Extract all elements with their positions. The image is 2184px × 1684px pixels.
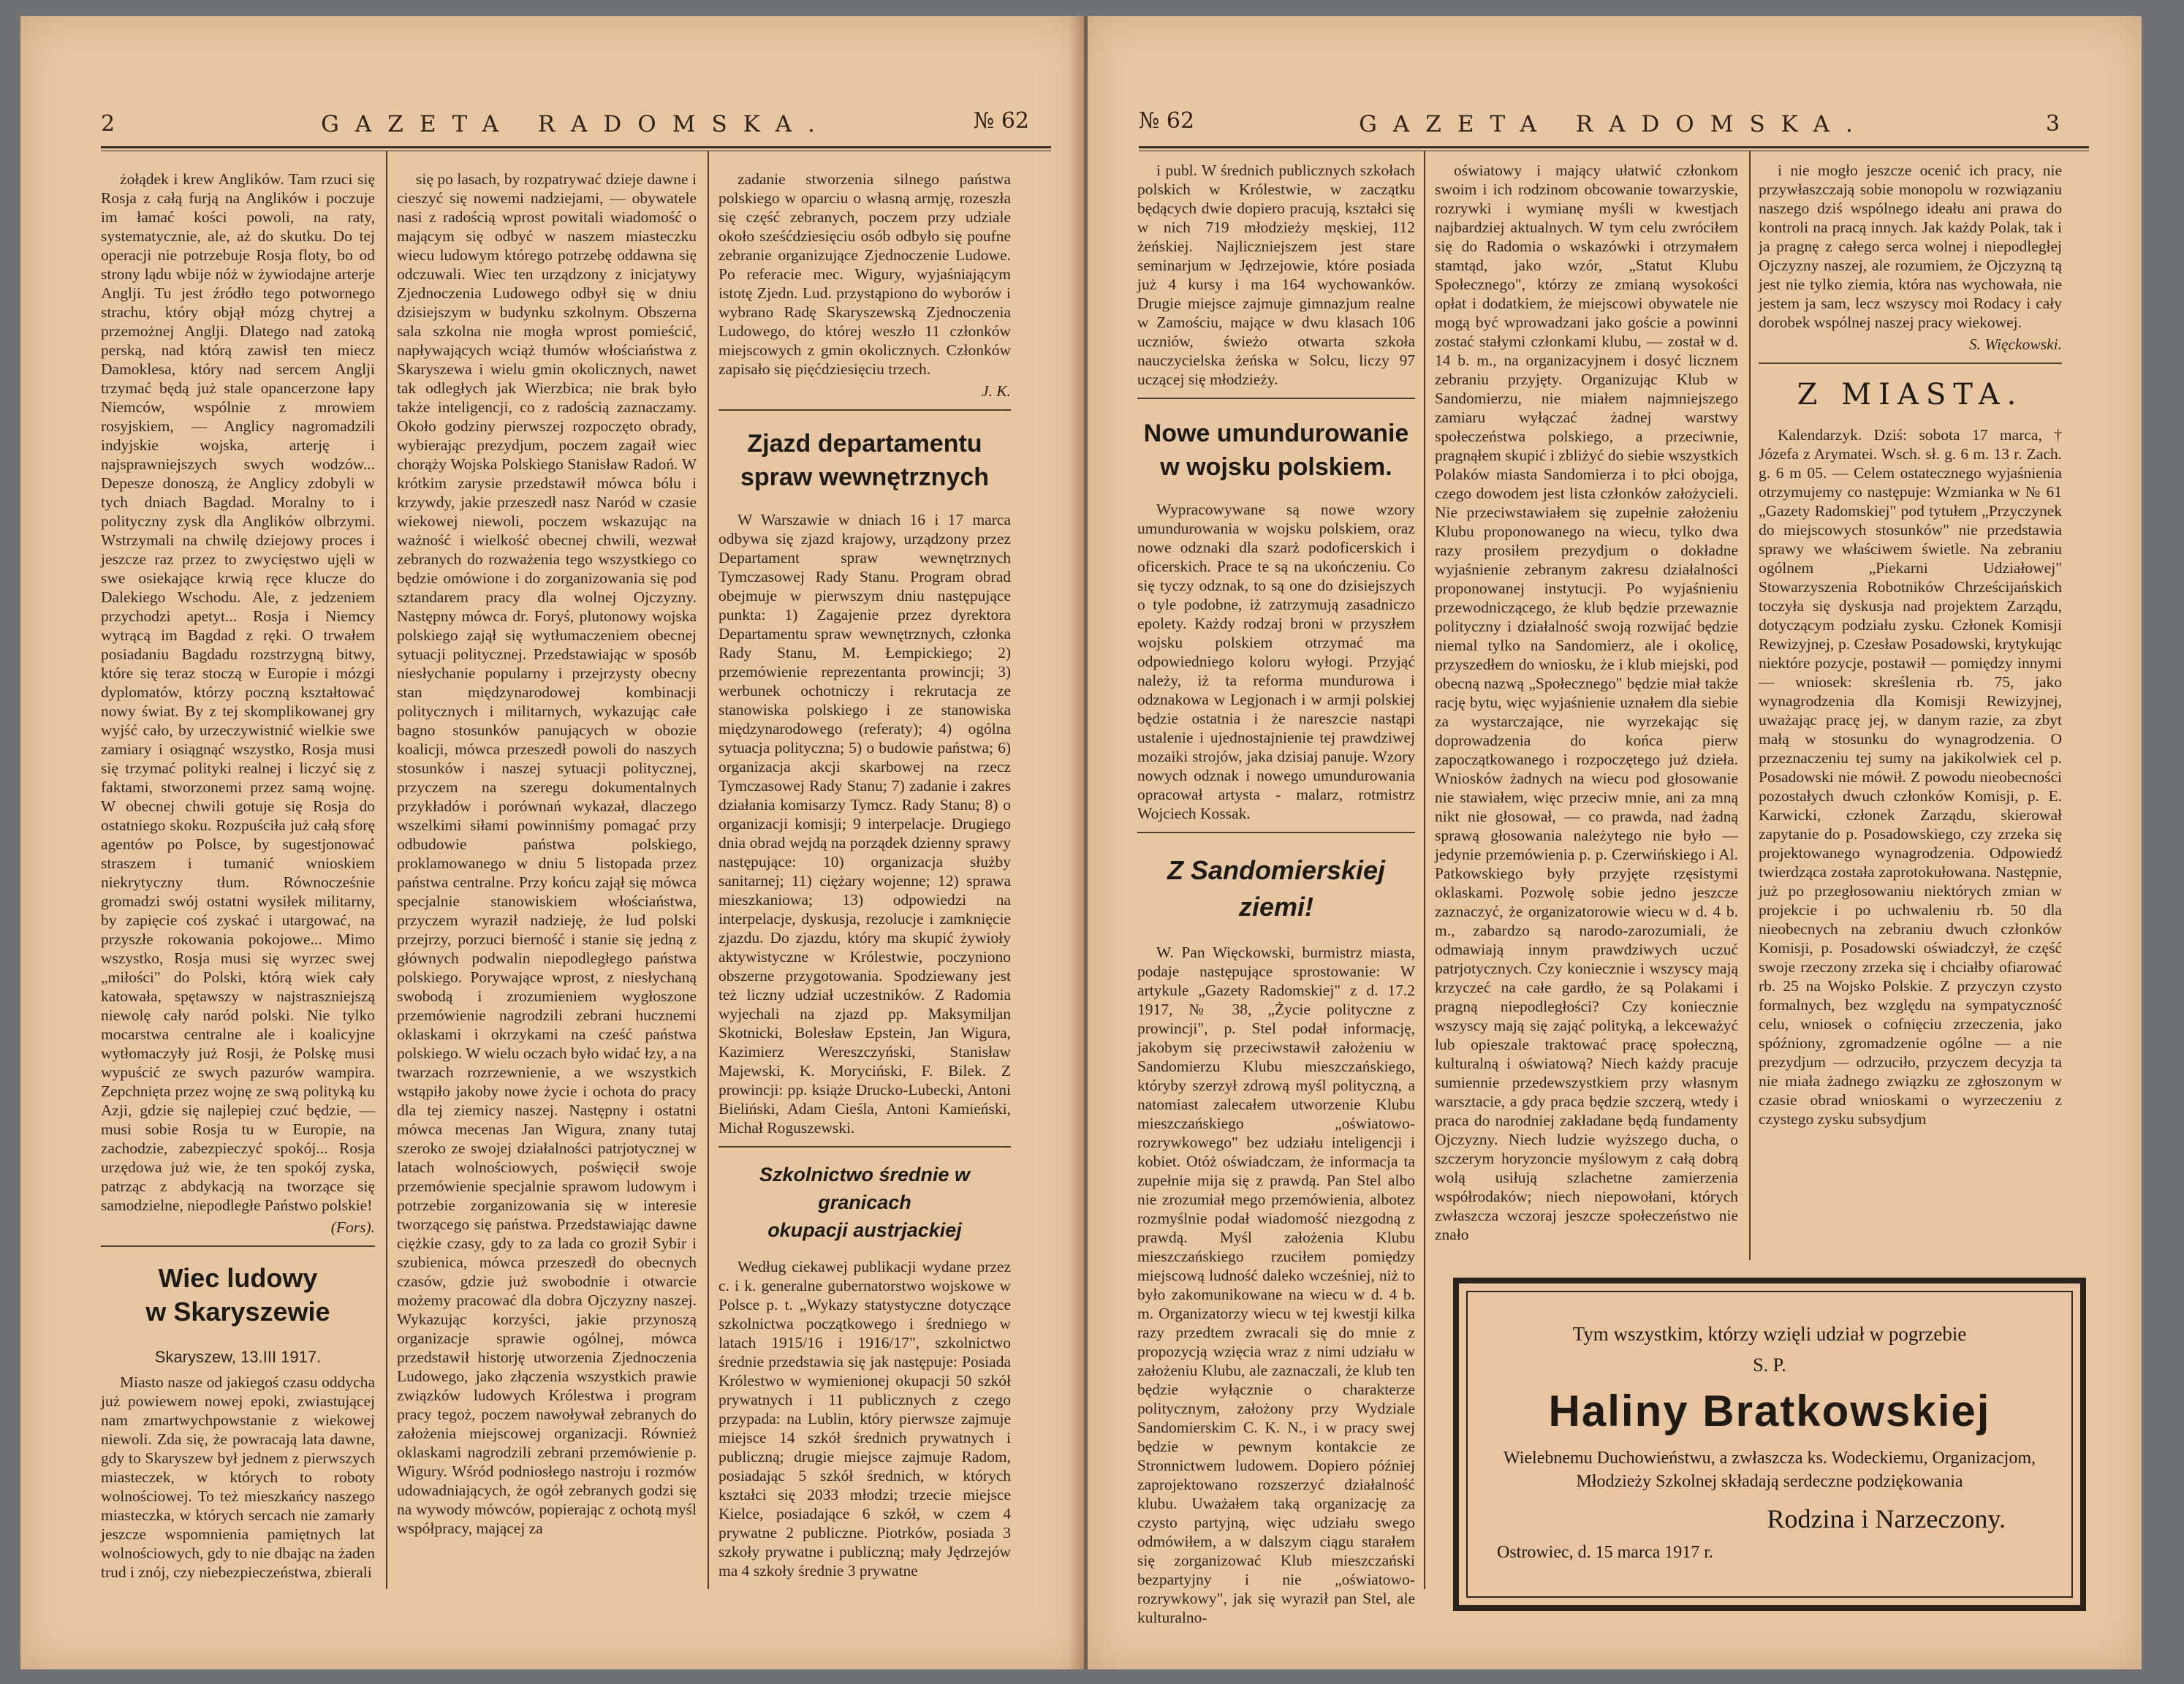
article-separator [1137,832,1415,833]
column-divider [708,151,709,1589]
zjazd-text: W Warszawie w dniach 16 i 17 marca odbywa się zjazd krajowy, urządzony przez Departament spraw wewnętrznych Tymczasowej Rady Stanu. Program obrad obejmuje w pierwszym dniu następujące punkta: 1) Zagajenie przez dyrektora Departamentu spraw wewnętrznych, członka Rady Stanu, M. Łempickiego; 2) przemówienie reprezentanta prowincji; 3) werbunek ochotniczy i rekrutacja ze stanowiska polskiego i ze stanowiska międzynarodowego (referaty); 4) ogólna sytuacja polityczna; 5) o budowie państwa; 6) organizacja akcji skarbowej na rzecz Tymczasowej Rady Stanu; 7) zadanie i zakres działania komisarzy Tymcz. Rady Stanu; 8) o organizacji komisji; 9 interpelacje. Drugiego dnia obrad wejdą na porządek dzienny sprawy następujące: 10) organizacja służby sanitarnej; 11) ciężary wojenne; 12) sprawa mieszkaniowa; 13) odpowiedzi na interpelacje, dyskusja, rezolucje i zamknięcie zjazdu. Do zjazdu, który ma skupić żywioły aktywistyczne w Królestwie, poczyniono obszerne przygotowania. Spodziewany jest też liczny udział uczestników. Z Radomia wyjechali na zjazd pp. Maksymiljan Skotnicki, Bolesław Epstein, Jan Wigura, Kazimierz Wereszczyński, Stanisław Majewski, K. Moryciński, F. Bilek. Z prowincji: pp. książe Drucko-Lubecki, Antoni Bieliński, Adam Cieśla, Antoni Kamieński, Michał Roguszewski. [718,511,1011,1137]
column-divider [1749,151,1751,1260]
notice-family: Rodzina i Narzeczony. [1767,1504,2006,1533]
wiec-end-text: zadanie stworzenia silnego państwa polskiego w oparciu o własną armję, rozeszła się część zebranych, poczem przy udziale około sześćdziesięciu osób odbyło się poufne zebranie organizujące Zjednoczenie Ludowe. Po referacie mec. Wigury, wyjaśniającym istotę Zjedn. Lud. przystąpiono do wyborów i wybrano Radę Skaryszewską Zjednoczenia Ludowego, do której weszło 11 członków miejscowych z gmin okolicznych. Członków zapisało się pięćdziesięciu trzech. [718,170,1011,378]
masthead-title: GAZETA RADOMSKA. [321,111,831,137]
left-column-1 [101,170,375,1581]
right-page-header [1139,104,2089,155]
sandomierz-signature: S. Więckowski. [1968,335,2062,353]
z-miasta-headline: Z MIASTA. [1797,378,2024,411]
issue-number: № 62 [1139,108,1195,134]
wiec-headline [101,1262,375,1329]
page-number: 3 [2045,111,2060,137]
left-column-3 [718,170,1011,1579]
notice-line-3: Wielebnemu Duchowieństwu, a zwłaszcza ks. Wodeckiemu, Organizacjom, Młodzieży Szkolnej składają serdeczne podziękowania [1504,1449,2036,1491]
szkolnictwo-text: Według ciekawej publikacji wydane przez c. i k. generalne gubernatorstwo wojskowe w Polsce p. t. „Wykazy statystyczne dotyczące szkolnictwa początkowego i średniego w latach 1915/16 i 1916/17", szkolnictwo średnie przedstawia się jak następuje: Posiada Królestwo w wymienionej okupacji 50 szkół prywatnych i 11 publicznych z czego przypada: na Lublin, który pierwsze zajmuje miejsce 14 szkół średnich prywatnych i publiczną; drugie miejsce zajmuje Radom, posiadając 5 szkół średnich, w których kształci się 2033 młodzi; trzecie miejsce Kielce, posiadające 6 szkół, w czem 4 prywatne 2 publiczne. Piotrków, posiada 3 szkoły prywatne i publiczną; mały Jędrzejów ma 4 szkoły średnie 3 prywatne [718,1258,1011,1579]
article-separator [1759,363,2062,364]
zjazd-headline-line-2: spraw wewnętrznych [740,463,990,491]
szkolnictwo-headline-line-1: Szkolnictwo średnie w granicach [759,1164,971,1213]
umundurowanie-headline-line-1: Nowe umundurowanie [1143,420,1409,447]
right-column-3 [1759,161,2062,1275]
page-number: 2 [101,111,115,137]
zjazd-headline-line-1: Zjazd departamentu [747,430,982,458]
notice-sp: S. P. [1753,1354,1786,1376]
sandomierz-continuation: oświatowy i mający ułatwić członkom swoim i ich rodzinom obcowanie towarzyskie, rozrywki i wymianę myśli w kwestjach najbardziej aktualnych. W tym celu zwróciłem się do Radomia o wskazówki i otrzymałem stamtąd, jako wzór, „Statut Klubu Społecznego", którzy ze zmianą wysokości opłat i dodatkiem, że miejscowi obywatele nie mogą być wprowadzani jako goście a powinni zostać stałymi członkami klubu, — został w d. 14 b. m., na organizacyjnem i dosyć licznem zebraniu przyjęty. Organizując Klub w Sandomierzu, nie miałem najmniejszego zamiaru wyłączać żadnej warstwy społeczeństwa polskiego, a przeciwnie, pragnąłem skupić i zbliżyć do siebie wszystkich Polaków miasta Sandomierza i to płci obojga, czego dowodem jest lista członków założycieli. Nie przeciwstawiałem się zupełnie założeniu Klubu proponowanego na wiecu, tylko dwa razy prosiłem prezydjum o dokładne wyjaśnienie zebranym zakresu działalności proponowanej instytucji. Po wyjaśnieniu przewodniczącego, że klub będzie przewaznie polityczny i działalność swoją rozwijać będzie niemal tylko na Sandomierz, ale i okolicę, przyszedłem do wniosku, że i klub miejski, pod obecną nazwą „Społecznego" będzie miał także rację bytu, więc wyjaśnienie uznałem dla siebie za wystarczające, nie wyrzekając się doprowadzenia do końca pierw zapoczątkowanego i rozpoczętego już dzieła. Wniosków żadnych na wiecu pod głosowanie nie stawiałem, więc przeciw mnie, ani za mną nikt nie głosował, — co prawda, nad żadną sprawą głosowania należytego nie było — jedynie przemówienia p. p. Czerwińskiego i Al. Patkowskiego były przyjęte rzęsistymi oklaskami. Pozwolę sobie jedno jeszcze zaznaczyć, że organizatorowie wiecu w d. 4 b. m., zabardzo są narodo-zarozumiali, że odmawiają innym prawdziwych uczuć patrjotycznych. Czy koniecznie i wszyscy mają krzyczeć na całe gardło, że są Polakami i pragną niepodległości? Czy koniecznie wszyscy mają się zająć polityką, a lekceważyć lub opieszale traktować pracę społeczną, kulturalną i oświatową? Niech każdy pracuje sumiennie przedewszystkiem przy własnym warsztacie, a gdy praca będzie szczerą, wtedy i praca do narodniej zakładane będą fundamenty Ojczyzny. Niech ludzie wyższego ducha, o szczerym horyzoncie myślowym z całą dobrą wolą usiłują szlachetne zamierzenia współrodaków; niech niepowołani, których zwłaszcza wczoraj jeszcze społeczeństwo nie znało [1435,162,1738,1243]
article-separator [1137,398,1415,399]
column-divider [386,151,387,1589]
thanks-notice-inner [1466,1291,2073,1598]
szkolnictwo-headline [718,1161,1011,1244]
wiec-headline-line-1: Wiec ludowy [158,1263,318,1293]
article-fors-text: żołądek i krew Anglików. Tam rzuci się Rosja z całą furją na Anglików i poczuje im łamać kości powoli, na raty, systematycznie, ale, aż do skutku. Do tej operacji nie potrzebuje Rosja floty, bo od strony lądu wbije nóż w żywiodajne arterje Anglji. Tu jest źródło tego potwornego strachu, który objął mózg chytrej a przemożnej Anglji. Dlatego nad zatoką perską, nad którą zawisł ten miecz Damoklesa, który nad sercem Anglji trzymać będą już stale opancerzone łapy Niemców, wspólnie z mrowiem rosyjskiem, — Anglicy nagromadzili indyjskie wojska, arterję i najsprawniejszych swych wodzów... Depesze donoszą, że Anglicy zdobyli w tych dniach Bagdad. Moralny to i polityczny zysk dla Anglików olbrzymi. Wstrzymali na chwilę dziejowy proces i jeszcze raz przez to zwycięstwo ujęli w swe osiekające krwią ręce klucze do Dalekiego Wschodu. Ale, z jedzeniem przychodzi apetyt... Rosja i Niemcy wytrącą im Bagdad z ręki. O trwałem posiadaniu Bagdadu rozstrzygną bitwy, które się teraz stoczą w Europie i mózgi dyplomatów, którzy poczną kształtować nowy świat. By z tej skomplikowanej gry wyjść cało, by urzeczywistnić wielkie swe zamiary i osiągnąć wszystko, Rosja musi się trzymać polityki realnej i liczyć się z faktami, stworzonemi przez samą wojnę. W obecnej chwili gotuje się Rosja do ostatniego skoku. Rozpuściła już całą sforę agentów po Polsce, by sugestjonować straszem i tumanić wnioskiem niekrytyczny tłum. Równocześnie gromadzi swój ostatni wysiłek militarny, by zapięcie coś zyskać i utargować, na przyszłe rokowania pokojowe... Mimo wszystko, Rosja musi się wyrzec swej „miłości" do Polski, którą wiek cały katowała, spętawszy w najstraszniejszą niewolę cały naród polski. Nie tylko mocarstwa centralne ale i koalicyjne wytłomaczyły już Rosji, że Polskę musi wypuścić ze swych pazurów wampira. Zepchnięta przez wojnę ze swą polityką ku Azji, gdzie się najlepiej czuć będzie, — musi sobie Rosja tu w Europie, na zachodzie, zabezpieczyć spokój... Rosja urzędowa już wie, że ten spokój zyska, patrząc z abdykacją na tworzące się samodzielne, niepodległe Państwo polskie! [101,170,375,1214]
left-column-2 [397,170,697,1573]
umundurowanie-headline-line-2: w wojsku polskiem. [1160,453,1392,481]
article-fors-signature: (Fors). [330,1218,375,1236]
header-rule [1139,146,2089,148]
article-separator [101,1245,375,1247]
sandomierz-end-text: i nie mogło jeszcze ocenić ich pracy, nie przywłaszczają sobie monopolu w rozwiązaniu naszego dziś wspólnego ideału ani prawa do kontroli na pracą innych. Jak każdy Polak, tak i ja pragnę z całego serca wolnej i niepodległej Ojczyzny naszej, ale rozumiem, że Ojczyzną tą jest nie tylko ziemia, która nas wychowała, nie jestem ja sam, lecz wszyscy moi Rodacy i cały dorobek wspólnej naszej pracy wiekowej. [1759,162,2062,331]
wiec-continuation-text: się po lasach, by rozpatrywać dzieje dawne i cieszyć się nowemi nadziejami, — obywatele nasi z radością wprost powitali wiadomość o mającym się odbyć w naszem miasteczku wiecu ludowym którego potrzebę oddawna się odczuwali. Wiec ten urządzony z inicjatywy Zjednoczenia Ludowego odbył się w dniu dzisiejszym w budynku szkolnym. Obszerna sala szkolna nie mogła wprost pomieścić, napływających wciąż tłumów włościaństwa z Skaryszewa i wielu gmin okolicznych, nawet tak odległych jak Wierzbica; nie brak było także inteligencji, co z radością zaznaczamy. Około godziny pierwszej rozpoczęto obrady, wybierając prezydjum, poczem zagaił wiec chorąży Wojska Polskiego Stanisław Radoń. W krótkim zarysie przedstawił mówca bólu i krzywdy, jakie przeszedł nasz Naród w czasie wiekowej niewoli, poczem wskazując na ważność i wielkość obecnej chwili, wezwał zebranych do rozważenia tego wszystkiego co będzie omówione i do zorganizowania się pod sztandarem pracy dla wolnej Ojczyzny. Następny mówca dr. Foryś, plutonowy wojska polskiego zajął się wytłumaczeniem obecnej sytuacji politycznej. Przedstawiając w sposób niesłychanie popularny i przejrzysty obecny stan międzynarodowej kombinacji politycznych i militarnych, wykazując całe bagno stosunków panujących w obozie koalicji, mówca przeszedł powoli do naszych stosunków i naszej sytuacji politycznej, przyczem na szeregu dokumentalnych przykładów i porównań wykazał, dlaczego wszelkimi siłami powinniśmy pomagać przy odbudowie państwa polskiego, proklamowanego w dniu 5 listopada przez państwa centralne. Przy końcu zajął się mówca specjalnie stanowiskiem włościaństwa, przyczem wyraził nadzieję, że lud polski przejrzy, porzuci bierność i stanie się jedną z głównych podwalin niepodległego państwa polskiego. Porywające wprost, z niesłychaną swobodą i zrozumieniem wygłoszone przemówienie nagrodzili zebrani hucznemi oklaskami i okrzykami na cześć państwa polskiego. W wielu oczach było widać łzy, a na twarzach rozrzewnienie, a we wszystkich wstąpiło jakoby nowe życie i ochota do pracy dla tej ziemicy naszej. Następny i ostatni mówca mecenas Jan Wigura, znany tutaj szeroko ze swojej działalności patrjotycznej w latach wolnościowych, poświęcił swoje przemówienie specjalnie sprawom ludowym i potrzebie zorganizowania się w interesie tworzącego się państwa. Przedstawiając dawne ciężkie czasy, gdy to za lada co groził Sybir i szubienica, mówca przeszedł do obecnych czasów, gdzie już swobodnie i otwarcie możemy pracować dla dobra Ojczyzny naszej. Wykazując korzyści, jakie przynoszą organizacje sprawie ogólnej, mówca przedstawił historję utworzenia Zjednoczenia Ludowego, jako złączenia wszystkich prawie związków ludowych Królestwa i program pracy tegoż, poczem nawoływał zebranych do założenia miejscowej organizacji. Również oklaskami nagrodzili zebrani przemówienie p. Wigury. Wśród podniosłego nastroju i rozmów udowadniających, że ogół zebranych godzi się na wywody mówców, popierając z ochotą myśl współpracy, mającej za [397,170,697,1537]
right-column-1 [1137,161,1415,1626]
szkolnictwo-headline-line-2: okupacji austrjackiej [767,1219,962,1241]
column-divider [1424,151,1425,1589]
sandomierz-headline: Z Sandomierskiej ziemi! [1167,855,1386,922]
zjazd-headline [718,427,1011,494]
wiec-text: Miasto nasze od jakiegoś czasu oddycha już powiewem nowej epoki, zwiastującej nam zmartwychpowstanie z wiekowej niewoli. Zda się, że powracają lata dawne, gdy to Skaryszew był jednem z pierwszych miasteczek, w których to roboty wolnościowej. To też mieszkańcy naszego miasteczka, w których sercach nie zamarły jeszcze wspomnienia pamiętnych lat wolnościowych, gdy to nie dbając na żaden trud i znój, czy niebezpieczeństwa, zbierali [101,1373,375,1581]
notice-date: Ostrowiec, d. 15 marca 1917 r. [1497,1543,1713,1562]
notice-line-1: Tym wszystkim, którzy wzięli udział w pogrzebie [1572,1323,1967,1345]
issue-number: № 62 [973,108,1029,134]
masthead-title: GAZETA RADOMSKA. [1359,111,1869,137]
z-miasta-text: Kalendarzyk. Dziś: sobota 17 marca, † Józefa z Arymatei. Wsch. sł. g. 6 m. 13 r. Zach. g. 6 m 05. — Celem ostatecznego wyjaśnienia otrzymujemy co następuje: Wzmianka w № 61 „Gazety Radomskiej" pod tytułem „Przyczynek do miejscowych stosunków" nie przedstawia sprawy we właściwem świetle. Na zebraniu ogólnem „Piekarni Udziałowej" Stowarzyszenia Robotników Chrześcijańskich toczyła się dyskusja nad projektem Zarządu, dotyczącym podziału zysku. Członek Komisji Rewizyjnej, p. Czesław Posadowski, krytykując niektóre pozycje, postawił — pomiędzy innymi — wniosek: skreślenia rb. 75, jako wynagrodzenia dla Komisji Rewizyjnej, uważając pracę jej, w danym razie, za zbyt małą w stosunku do wynagrodzenia. O przeznaczeniu tej sumy na jakikolwiek cel p. Posadowski nie mówił. Z powodu nieobecności pozostałych dwuch członków Komisji, p. E. Karwicki, członek Zarządu, skierował zapytanie do p. Posadowskiego, czy zrzeka się projektowanego wynagrodzenia. Odpowiedź twierdząca została zaprotokułowana. Następnie, już po przegłosowaniu niektórych zmian w projekcie i po uchwaleniu rb. 50 dla nieobecnych na zebraniu dwuch członków Komisji, p. Posadowski oświadczył, że część swoje rzeczony zrzeka się i chciałby ofiarować rb. 25 na Wojsko Polskie. Z przyczyn czysto formalnych, bez względu na sympatyczność celu, wniosek o cofnięciu zrzeczenia, jako spóźniony, zgromadzenie ogólne — a nie prezydjum — odrzuciło, przyczem decyzja ta nie miała żadnego związku ze zgłoszonym w czasie obrad wnioskami o wyrzeczeniu z czystego zysku subsydjum [1759,426,2062,1128]
wiec-dateline: Skaryszew, 13.III 1917. [154,1348,322,1366]
header-rule [101,146,1051,148]
thanks-notice [1453,1278,2086,1611]
sandomierz-text: W. Pan Więckowski, burmistrz miasta, podaje następujące sprostowanie: W artykule „Gazety Radomskiej" z d. 17.2 1917, № 38, „Życie polityczne z prowincji", p. Stel podał informację, jakobym się przeciwstawił założeniu w Sandomierzu Klubu mieszczańskiego, któryby szerzył zdrową myśl polityczną, a natomiast zalecałem utworzenie Klubu mieszczańskiego „oświatowo-rozrywkowego" bez udziału inteligencji i kobiet. Otóż oświadczam, że informacja ta zupełnie mija się z prawdą. Pan Stel albo nie zrozumiał mego przemówienia, albotez rozmyślnie podał wiadomość niezgodną z prawdą. Myśl założenia Klubu mieszczańskiego rzuciłem pomiędzy miejscową ludność daleko wcześniej, niż to było zakomunikowane na wiecu w d. 4 b. m. Organizatorzy wiecu w tej kwestji kilka razy przedtem zwracali się do mnie z propozycją wzięcia wraz z nimi udziału w założeniu Klubu, ale zaznaczali, że klub ten będzie wyłącznie o charakterze politycznym, założony przy Wydziale Sandomierskim C. K. N., i w pracy swej będzie w pewnym kontakcie ze Stronnictwem ludowem. Dopiero później zaprojektowano rozszerzyć działalność klubu. Uważałem taką organizację za czysto partyjną, więc udziału swego odmówiłem, a w dalszym ciągu starałem się zorganizować Klub mieszczański bezpartyjny i nie „oświatowo-rozrywkowy", jak się wyraził pan Stel, ale kulturalno- [1137,944,1415,1626]
article-separator [718,1146,1011,1148]
wiec-signature: J. K. [981,382,1011,400]
umundurowanie-text: Wypracowywane są nowe wzory umundurowania w wojsku polskiem, oraz nowe odznaki dla szarż podoficerskich i oficerskich. Prace te są na ukończeniu. Co się tyczy odznak, to są one do dzisiejszych o tyle podobne, iż zatrzymują zasadniczo epolety. Każdy rodzaj broni w przyszłem wojsku polskiem otrzymać ma odpowiedniego koloru wyłogi. Przyjąć należy, iż ta reforma mundurowa i odznakowa w Legjonach i w armji polskiej będzie ostatnia i że nareszcie nastąpi ustalenie i ujednostajnienie tej prawdziwej mozaiki strojów, jaka dzisiaj panuje. Wzory nowych odznak i nowego umundurowania opracował artysta - malarz, rotmistrz Wojciech Kossak. [1137,501,1415,822]
szkolnictwo-continuation: i publ. W średnich publicznych szkołach polskich w Królestwie, w zaczątku będących dwie dopiero pracują, kształci się w nich 719 młodzieży męskiej, 112 żeńskiej. Najliczniejszem jest stare seminarjum w Jędrzejowie, które posiada już 4 kursy i ma 164 wychowanków. Drugie miejsce zajmuje gimnazjum realne w Zamościu, mające w dwu klasach 106 uczniów, świeżo otwarta szkoła nauczycielska żeńska w Solcu, liczy 97 uczącej się młodzieży. [1137,162,1415,388]
left-page [20,16,1084,1669]
left-page-header [101,104,1051,155]
article-separator [718,409,1011,411]
umundurowanie-headline [1137,417,1415,484]
wiec-headline-line-2: w Skaryszewie [145,1297,330,1327]
notice-name: Haliny Bratkowskiej [1548,1387,1991,1435]
